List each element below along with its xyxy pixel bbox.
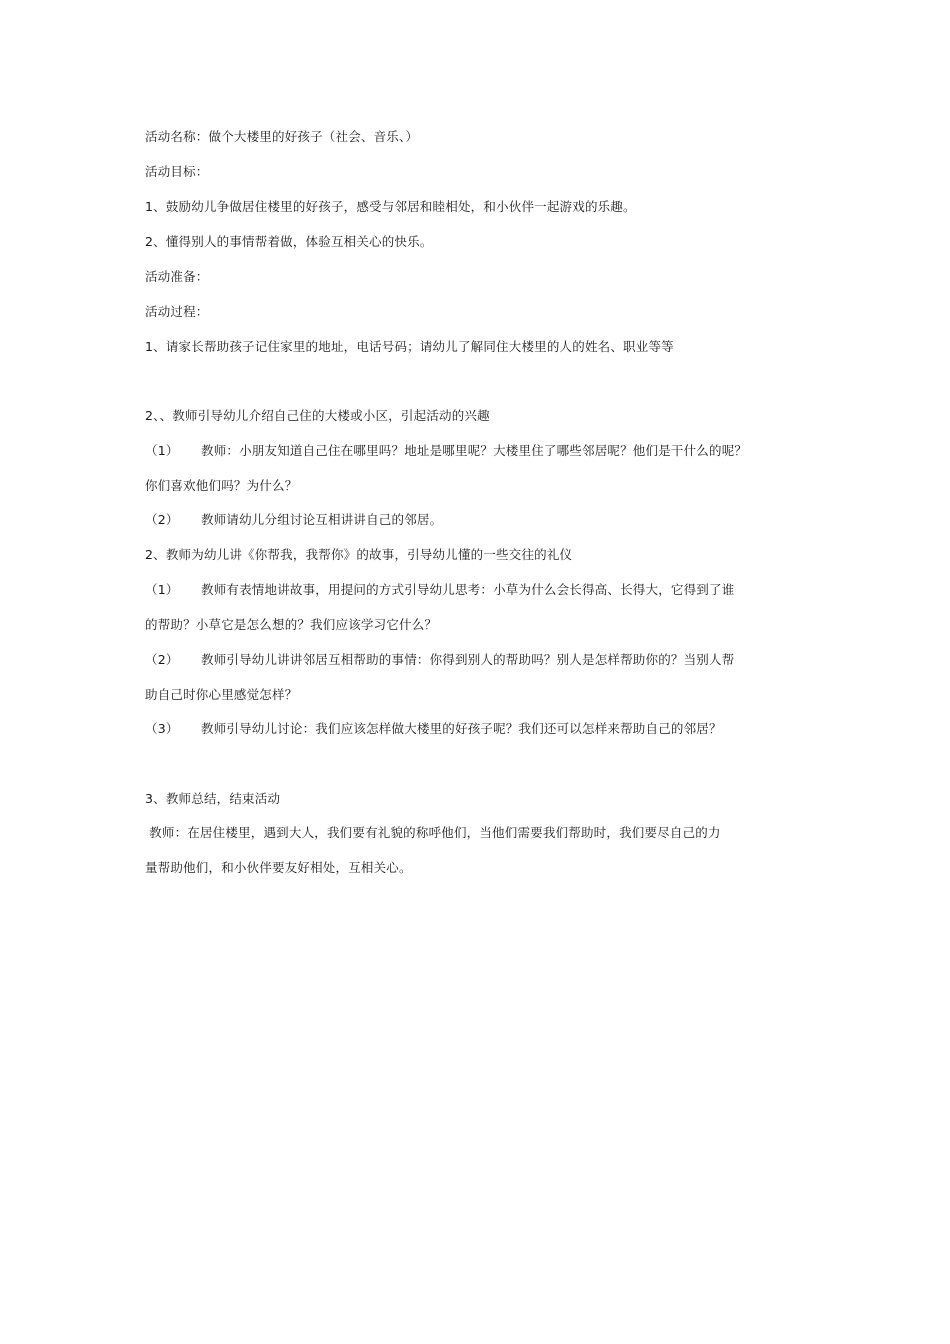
process-step-3: 3、教师总结，结束活动: [145, 791, 281, 806]
process-step-2: 2、、教师引导幼儿介绍自己住的大楼或小区，引起活动的兴趣: [145, 408, 490, 423]
goal-item-1: 1、鼓励幼儿争做居住楼里的好孩子，感受与邻居和睦相处，和小伙伴一起游戏的乐趣。: [145, 199, 636, 214]
process-step-2-1: [145, 442, 747, 460]
sub-item-number: （1）: [145, 582, 179, 597]
process-step-2b-3: [145, 720, 722, 738]
sub-item-text: 教师请幼儿分组讨论互相讲讲自己的邻居。: [201, 512, 443, 527]
process-heading: 活动过程：: [145, 304, 209, 319]
prep-heading: 活动准备：: [145, 269, 209, 284]
sub-item-text: 教师引导幼儿讨论：我们应该怎样做大楼里的好孩子呢？我们还可以怎样来帮助自己的邻居？: [201, 721, 722, 736]
sub-item-text: 教师有表情地讲故事，用提问的方式引导幼儿思考：小草为什么会长得高、长得大，它得到了谁: [201, 582, 735, 597]
process-step-2b-1: [145, 581, 734, 599]
sub-item-text: 教师：小朋友知道自己住在哪里吗？地址是哪里呢？大楼里住了哪些邻居呢？他们是干什么的呢？: [201, 443, 748, 458]
sub-item-number: （2）: [145, 512, 179, 527]
sub-item-text: 教师引导幼儿讲讲邻居互相帮助的事情：你得到别人的帮助吗？别人是怎样帮助你的？当别人帮: [201, 652, 735, 667]
summary-line-2: 量帮助他们，和小伙伴要友好相处，互相关心。: [145, 860, 412, 875]
process-step-2b-1-cont: 的帮助？小草它是怎么想的？我们应该学习它什么？: [145, 617, 438, 632]
sub-item-number: （3）: [145, 721, 179, 736]
process-step-1: 1、请家长帮助孩子记住家里的地址，电话号码；请幼儿了解同住大楼里的人的姓名、职业等等: [145, 339, 674, 354]
goal-heading: 活动目标：: [145, 164, 209, 179]
process-step-2b-2-cont: 助自己时你心里感觉怎样？: [145, 687, 298, 702]
activity-title: 活动名称：做个大楼里的好孩子（社会、音乐、）: [145, 129, 419, 144]
goal-item-2: 2、懂得别人的事情帮着做，体验互相关心的快乐。: [145, 234, 433, 249]
sub-item-number: （2）: [145, 652, 179, 667]
process-step-2-2: [145, 511, 442, 529]
process-step-2-1-cont: 你们喜欢他们吗？为什么？: [145, 478, 298, 493]
process-step-2b-2: [145, 651, 734, 669]
sub-item-number: （1）: [145, 443, 179, 458]
process-step-2b: 2、教师为幼儿讲《你帮我，我帮你》的故事，引导幼儿懂的一些交往的礼仪: [145, 547, 573, 562]
summary-line-1: 教师：在居住楼里，遇到大人，我们要有礼貌的称呼他们，当他们需要我们帮助时，我们要尽自己的力: [145, 825, 721, 840]
